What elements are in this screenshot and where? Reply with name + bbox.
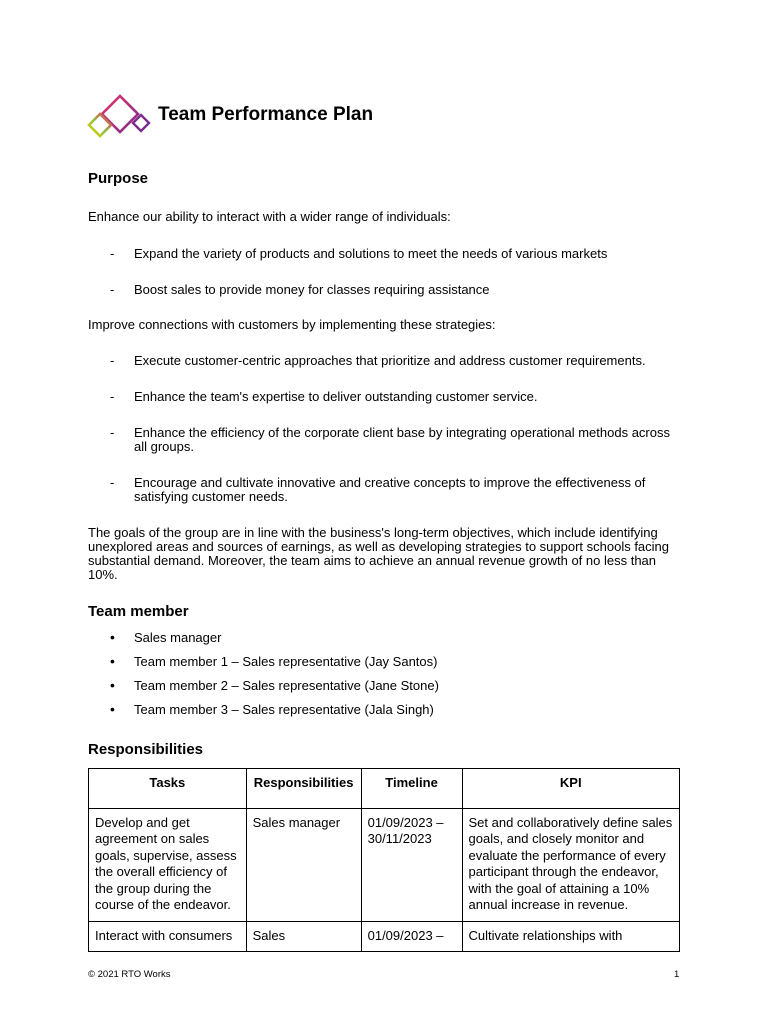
goals-paragraph: The goals of the group are in line with the business's long-term objectives, which include identifying unexplored areas and sources of earnings, as well as developing strategies to support schools facing substantial demand. Moreover, the team aims to achieve an annual revenue growth of no less than 10%.	[88, 525, 670, 582]
list-item	[110, 702, 434, 718]
list-item	[110, 390, 670, 404]
table-row	[89, 921, 680, 952]
dash-marker: -	[110, 389, 115, 404]
cell-task: Interact with consumers	[89, 921, 247, 952]
header-timeline: Timeline	[361, 769, 462, 809]
team-member-text: Team member 3 – Sales representative (Jala Singh)	[134, 702, 434, 717]
cell-responsibility: Sales manager	[246, 808, 361, 921]
list-item	[110, 630, 221, 646]
bullet-marker: •	[110, 701, 115, 717]
list-item	[110, 283, 670, 297]
responsibilities-heading: Responsibilities	[88, 741, 204, 758]
table-row	[89, 808, 680, 921]
list-item-text: Encourage and cultivate innovative and creative concepts to improve the effectiveness of satisfying customer needs.	[134, 475, 646, 504]
responsibilities-table	[88, 768, 680, 952]
table-header-row	[89, 769, 680, 809]
list-item-text: Boost sales to provide money for classes requiring assistance	[134, 282, 490, 297]
list-item	[110, 247, 670, 261]
list-item-text: Enhance the team's expertise to deliver outstanding customer service.	[134, 389, 538, 404]
cell-kpi: Set and collaboratively define sales goals, and closely monitor and evaluate the performance of every participant through the endeavor, with the goal of attaining a 10% annual increase in revenue.	[462, 808, 680, 921]
team-member-text: Team member 1 – Sales representative (Jay Santos)	[134, 654, 438, 669]
bullet-marker: •	[110, 677, 115, 693]
list-item	[110, 354, 670, 368]
list-item	[110, 476, 670, 504]
purpose-intro-2: Improve connections with customers by implementing these strategies:	[88, 317, 496, 332]
dash-marker: -	[110, 282, 115, 297]
dash-marker: -	[110, 425, 115, 440]
list-item	[110, 678, 439, 694]
bullet-marker: •	[110, 629, 115, 645]
cell-task: Develop and get agreement on sales goals, supervise, assess the overall efficiency of the group during the course of the endeavor.	[89, 808, 247, 921]
document-title: Team Performance Plan	[158, 104, 374, 125]
header-responsibilities: Responsibilities	[246, 769, 361, 809]
dash-marker: -	[110, 246, 115, 261]
team-member-text: Sales manager	[134, 630, 222, 645]
bullet-marker: •	[110, 653, 115, 669]
list-item-text: Execute customer-centric approaches that prioritize and address customer requirements.	[134, 353, 646, 368]
list-item-text: Enhance the efficiency of the corporate client base by integrating operational methods across all groups.	[134, 425, 670, 454]
cell-timeline: 01/09/2023 –	[361, 921, 462, 952]
dash-marker: -	[110, 353, 115, 368]
team-heading: Team member	[88, 603, 189, 620]
dash-marker: -	[110, 475, 115, 490]
cell-kpi: Cultivate relationships with	[462, 921, 680, 952]
header-kpi: KPI	[462, 769, 680, 809]
page-number: 1	[674, 969, 680, 980]
cell-responsibility: Sales	[246, 921, 361, 952]
list-item	[110, 426, 670, 454]
purpose-heading: Purpose	[88, 170, 149, 187]
purpose-intro-1: Enhance our ability to interact with a wider range of individuals:	[88, 209, 451, 224]
header-tasks: Tasks	[89, 769, 247, 809]
list-item-text: Expand the variety of products and solutions to meet the needs of various markets	[134, 246, 608, 261]
footer-copyright: © 2021 RTO Works	[88, 969, 171, 980]
company-logo	[86, 94, 152, 140]
list-item	[110, 654, 437, 670]
cell-timeline: 01/09/2023 – 30/11/2023	[361, 808, 462, 921]
team-member-text: Team member 2 – Sales representative (Jane Stone)	[134, 678, 439, 693]
